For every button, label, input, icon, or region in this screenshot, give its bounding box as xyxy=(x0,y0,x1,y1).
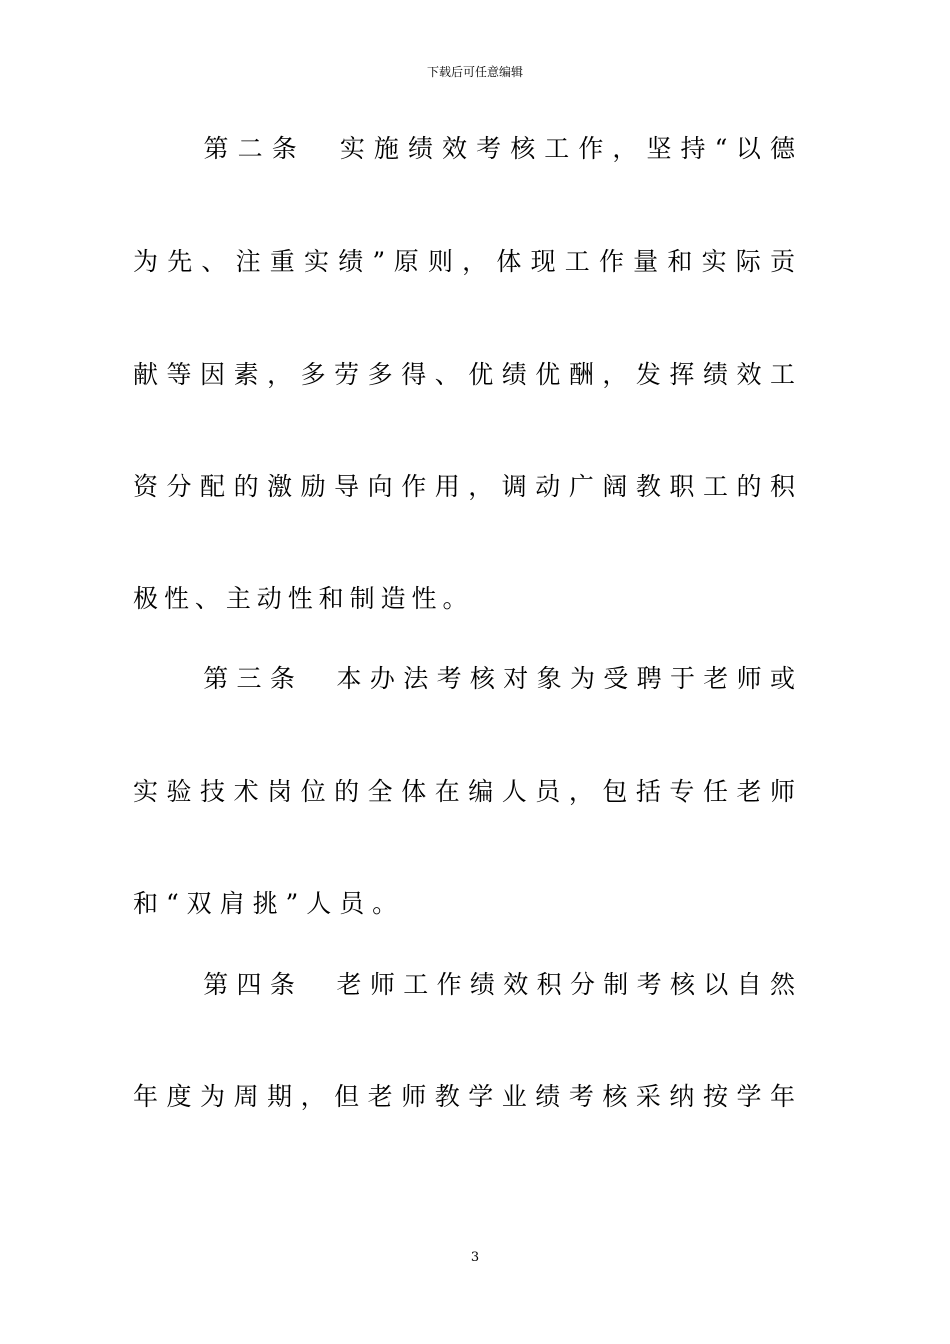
text-line-1 xyxy=(133,132,795,166)
page-number: 3 xyxy=(470,1250,480,1265)
text-line-6 xyxy=(133,662,795,696)
text-line-5: 极 性 、 主 动 性 和 制 造 性 。 xyxy=(133,584,468,613)
text-line-4: 资 分 配 的 激 励 导 向 作 用 ， 调 动 广 阔 教 职 工 的 积 xyxy=(133,472,795,501)
text-line-10: 年 度 为 周 期 ， 但 老 师 教 学 业 绩 考 核 采 纳 按 学 年 xyxy=(133,1082,795,1111)
page-header: 下载后可任意编辑 xyxy=(426,65,523,79)
text-line-7: 实 验 技 术 岗 位 的 全 体 在 编 人 员 ， 包 括 专 任 老 师 xyxy=(133,777,795,806)
text-line-9 xyxy=(133,968,795,1002)
line-text: 第 三 条 本 办 法 考 核 对 象 为 受 聘 于 老 师 或 xyxy=(203,664,795,693)
text-line-8: 和 “ 双 肩 挑 ” 人 员 。 xyxy=(133,889,398,918)
text-line-3: 献 等 因 素 ， 多 劳 多 得 、 优 绩 优 酬 ， 发 挥 绩 效 工 xyxy=(133,360,795,389)
text-line-2: 为 先 、 注 重 实 绩 ” 原 则 ， 体 现 工 作 量 和 实 际 贡 xyxy=(133,247,795,276)
line-text: 第 二 条 实 施 绩 效 考 核 工 作 ， 坚 持 “ 以 德 xyxy=(203,134,795,163)
line-text: 第 四 条 老 师 工 作 绩 效 积 分 制 考 核 以 自 然 xyxy=(203,970,795,999)
